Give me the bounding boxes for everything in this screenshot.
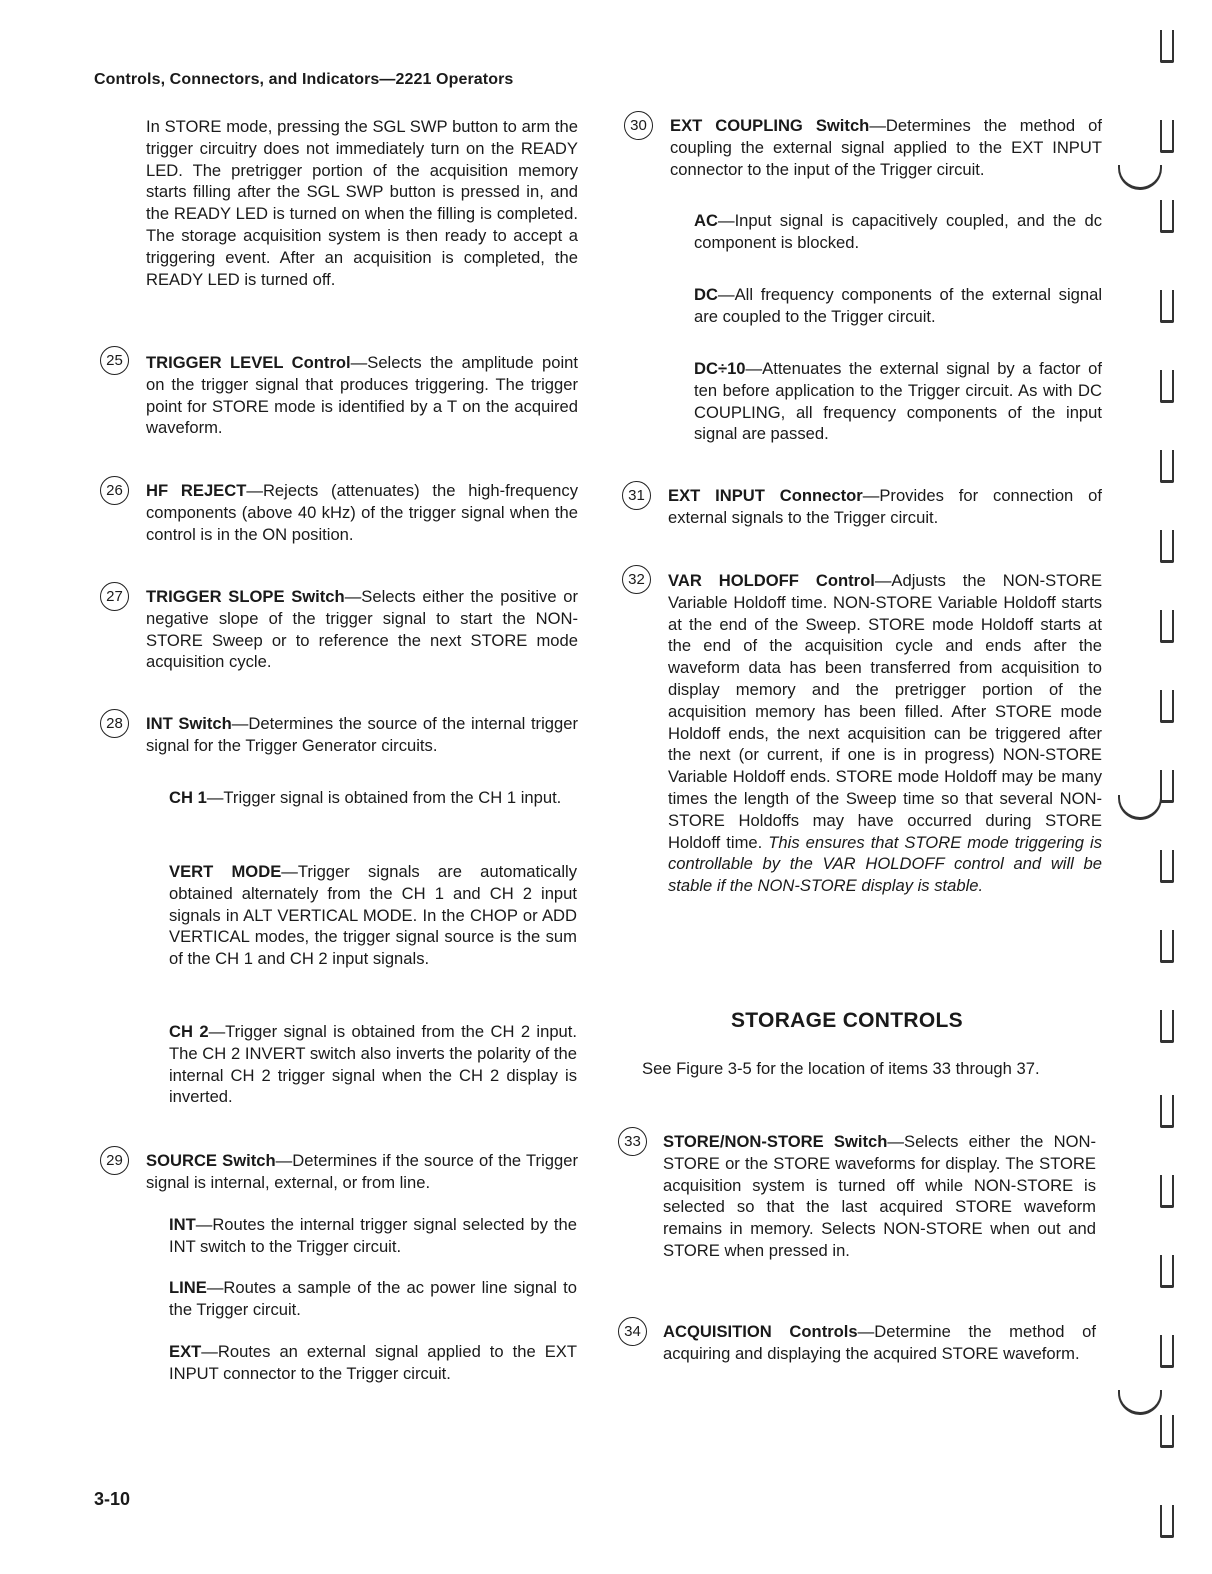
binder-ring (1160, 1010, 1174, 1043)
ch2-text: —Trigger signal is obtained from the CH 2 input. The CH 2 INVERT switch also inverts the polarity of the internal CH 2 trigger signal when the CH 2 display is inverted. (169, 1022, 577, 1107)
item-30-text: —Determines the method of coupling the external signal applied to the EXT INPUT connector to the input of the Trigger circuit. (670, 116, 1102, 179)
binder-ring (1160, 120, 1174, 153)
item-30-paragraph (670, 115, 1102, 180)
int-paragraph (169, 1214, 577, 1258)
binder-ring (1160, 770, 1174, 803)
binder-ring (1160, 1505, 1174, 1538)
page-header: Controls, Connectors, and Indicators—2221 Operators (94, 71, 514, 88)
item-29-term: SOURCE Switch (146, 1151, 276, 1170)
item-28-text: —Determines the source of the internal trigger signal for the Trigger Generator circuits. (146, 714, 578, 755)
section-title: STORAGE CONTROLS (731, 1009, 963, 1032)
item-34-paragraph (663, 1321, 1096, 1365)
intro-paragraph: In STORE mode, pressing the SGL SWP button to arm the trigger circuitry does not immediately turn on the READY LED. The pretrigger portion of the acquisition memory starts filling after the SGL SWP button is pressed in, and the READY LED is turned on when the filling is completed. The storage acquisition system is then ready to accept a triggering event. After an acquisition is completed, the READY LED is turned off. (146, 117, 578, 289)
int-text: —Routes the internal trigger signal selected by the INT switch to the Trigger circuit. (169, 1215, 577, 1256)
section-note: See Figure 3-5 for the location of items 33 through 37. (642, 1059, 1040, 1078)
item-32-number: 32 (622, 565, 651, 594)
item-28-term: INT Switch (146, 714, 232, 733)
item-32-term: VAR HOLDOFF Control (668, 571, 875, 590)
item-26-text: —Rejects (attenuates) the high-frequency components (above 40 kHz) of the trigger signal when the control is in the ON position. (146, 481, 578, 544)
binder-ring (1160, 1415, 1174, 1448)
item-26-term: HF REJECT (146, 481, 247, 500)
item-25-paragraph (146, 352, 578, 439)
item-31-number: 31 (622, 481, 651, 510)
item-27-text: —Selects either the positive or negative slope of the trigger signal to start the NON-STORE Sweep or to reference the next STORE mode acquisition cycle. (146, 587, 579, 672)
ch1-text: —Trigger signal is obtained from the CH 1 input. (206, 788, 562, 807)
binder-ring (1160, 610, 1174, 643)
item-32-italic: This ensures that STORE mode triggering is controllable by the VAR HOLDOFF control and will be stable if the NON-STORE display is stable. (668, 832, 1102, 896)
ch1-term: CH 1 (169, 788, 207, 807)
item-25-term: TRIGGER LEVEL Control (146, 353, 351, 372)
ac-text: —Input signal is capacitively coupled, and the dc component is blocked. (694, 211, 1102, 252)
ch2-term: CH 2 (169, 1022, 209, 1041)
line-term: LINE (169, 1278, 207, 1297)
item-29-paragraph (146, 1150, 578, 1194)
binder-ring (1160, 370, 1174, 403)
dc10-text: —Attenuates the external signal by a factor of ten before application to the Trigger circuit. As with DC COUPLING, all frequency components of the input signal are passed. (694, 359, 1102, 444)
dc-text: —All frequency components of the external signal are coupled to the Trigger circuit. (694, 285, 1102, 326)
ext-text: —Routes an external signal applied to the EXT INPUT connector to the Trigger circuit. (169, 1342, 577, 1383)
item-29-number: 29 (100, 1146, 129, 1175)
ch1-paragraph (169, 787, 577, 809)
item-32-paragraph (668, 570, 1102, 897)
binder-ring (1160, 1335, 1174, 1368)
item-28-number: 28 (100, 709, 129, 738)
binder-ring (1160, 1175, 1174, 1208)
dc-term: DC (694, 285, 718, 304)
ch2-paragraph (169, 1021, 577, 1108)
ext-paragraph (169, 1341, 577, 1385)
binder-ring (1160, 930, 1174, 963)
item-31-term: EXT INPUT Connector (668, 486, 863, 505)
item-33-text: —Selects either the NON-STORE or the STORE waveforms for display. The STORE acquisition system is turned off while NON-STORE is selected so that the last acquired STORE waveform remains in memory. Selects NON-STORE when out and STORE when pressed in. (663, 1132, 1096, 1260)
ac-paragraph (694, 210, 1102, 254)
item-34-term: ACQUISITION Controls (663, 1322, 858, 1341)
item-26-paragraph (146, 480, 578, 545)
int-term: INT (169, 1215, 196, 1234)
item-28-paragraph (146, 713, 578, 757)
item-25-number: 25 (100, 346, 129, 375)
item-27-number: 27 (100, 582, 129, 611)
dc10-paragraph (694, 358, 1102, 445)
binder-hook (1118, 165, 1162, 190)
item-33-number: 33 (618, 1127, 647, 1156)
item-25-text: —Selects the amplitude point on the trigger signal that produces triggering. The trigger point for STORE mode is identified by a T on the acquired waveform. (146, 353, 578, 438)
line-paragraph (169, 1277, 577, 1321)
vert-mode-term: VERT MODE (169, 862, 282, 881)
binder-ring (1160, 690, 1174, 723)
dc-paragraph (694, 284, 1102, 328)
page-number: 3-10 (94, 1489, 131, 1509)
ac-term: AC (694, 211, 718, 230)
ext-term: EXT (169, 1342, 202, 1361)
item-27-paragraph (146, 586, 578, 673)
item-34-number: 34 (618, 1317, 647, 1346)
binder-ring (1160, 290, 1174, 323)
item-31-paragraph (668, 485, 1102, 529)
binder-ring (1160, 850, 1174, 883)
binder-ring (1160, 530, 1174, 563)
item-26-number: 26 (100, 476, 129, 505)
item-34-text: —Determine the method of acquiring and displaying the acquired STORE waveform. (663, 1322, 1096, 1363)
item-32-text: —Adjusts the NON-STORE Variable Holdoff time. NON-STORE Variable Holdoff starts at the end of the Sweep. STORE mode Holdoff starts at the end of the acquisition cycle and ends after the waveform data has been transferred from acquisition to display memory and the pretrigger portion of the acquisition memory has been filled. After STORE mode Holdoff ends, the next acquisition can be triggered after the next (or current, if one is in progress) NON-STORE Variable Holdoff ends. STORE mode Holdoff may be many times the length of the Sweep time so that several NON-STORE Holdoffs may have occurred during STORE Holdoff time. (668, 571, 1103, 852)
item-33-term: STORE/NON-STORE Switch (663, 1132, 888, 1151)
item-31-text: —Provides for connection of external signals to the Trigger circuit. (668, 486, 1102, 527)
item-27-term: TRIGGER SLOPE Switch (146, 587, 345, 606)
line-text: —Routes a sample of the ac power line signal to the Trigger circuit. (169, 1278, 577, 1319)
binder-ring (1160, 30, 1174, 63)
binder-hook (1118, 1390, 1162, 1415)
vert-mode-text: —Trigger signals are automatically obtained alternately from the CH 1 and CH 2 input signals in ALT VERTICAL MODE. In the CHOP or ADD VERTICAL modes, the trigger signal source is the sum of the CH 1 and CH 2 input signals. (169, 862, 577, 969)
item-29-text: —Determines if the source of the Trigger signal is internal, external, or from line. (146, 1151, 578, 1192)
binder-ring (1160, 1095, 1174, 1128)
binder-hook (1118, 795, 1162, 820)
item-30-term: EXT COUPLING Switch (670, 116, 870, 135)
binder-ring (1160, 200, 1174, 233)
dc10-term: DC÷10 (694, 359, 746, 378)
binder-ring (1160, 1255, 1174, 1288)
item-33-paragraph (663, 1131, 1096, 1262)
item-30-number: 30 (624, 111, 653, 140)
vert-mode-paragraph (169, 861, 577, 970)
binder-ring (1160, 450, 1174, 483)
